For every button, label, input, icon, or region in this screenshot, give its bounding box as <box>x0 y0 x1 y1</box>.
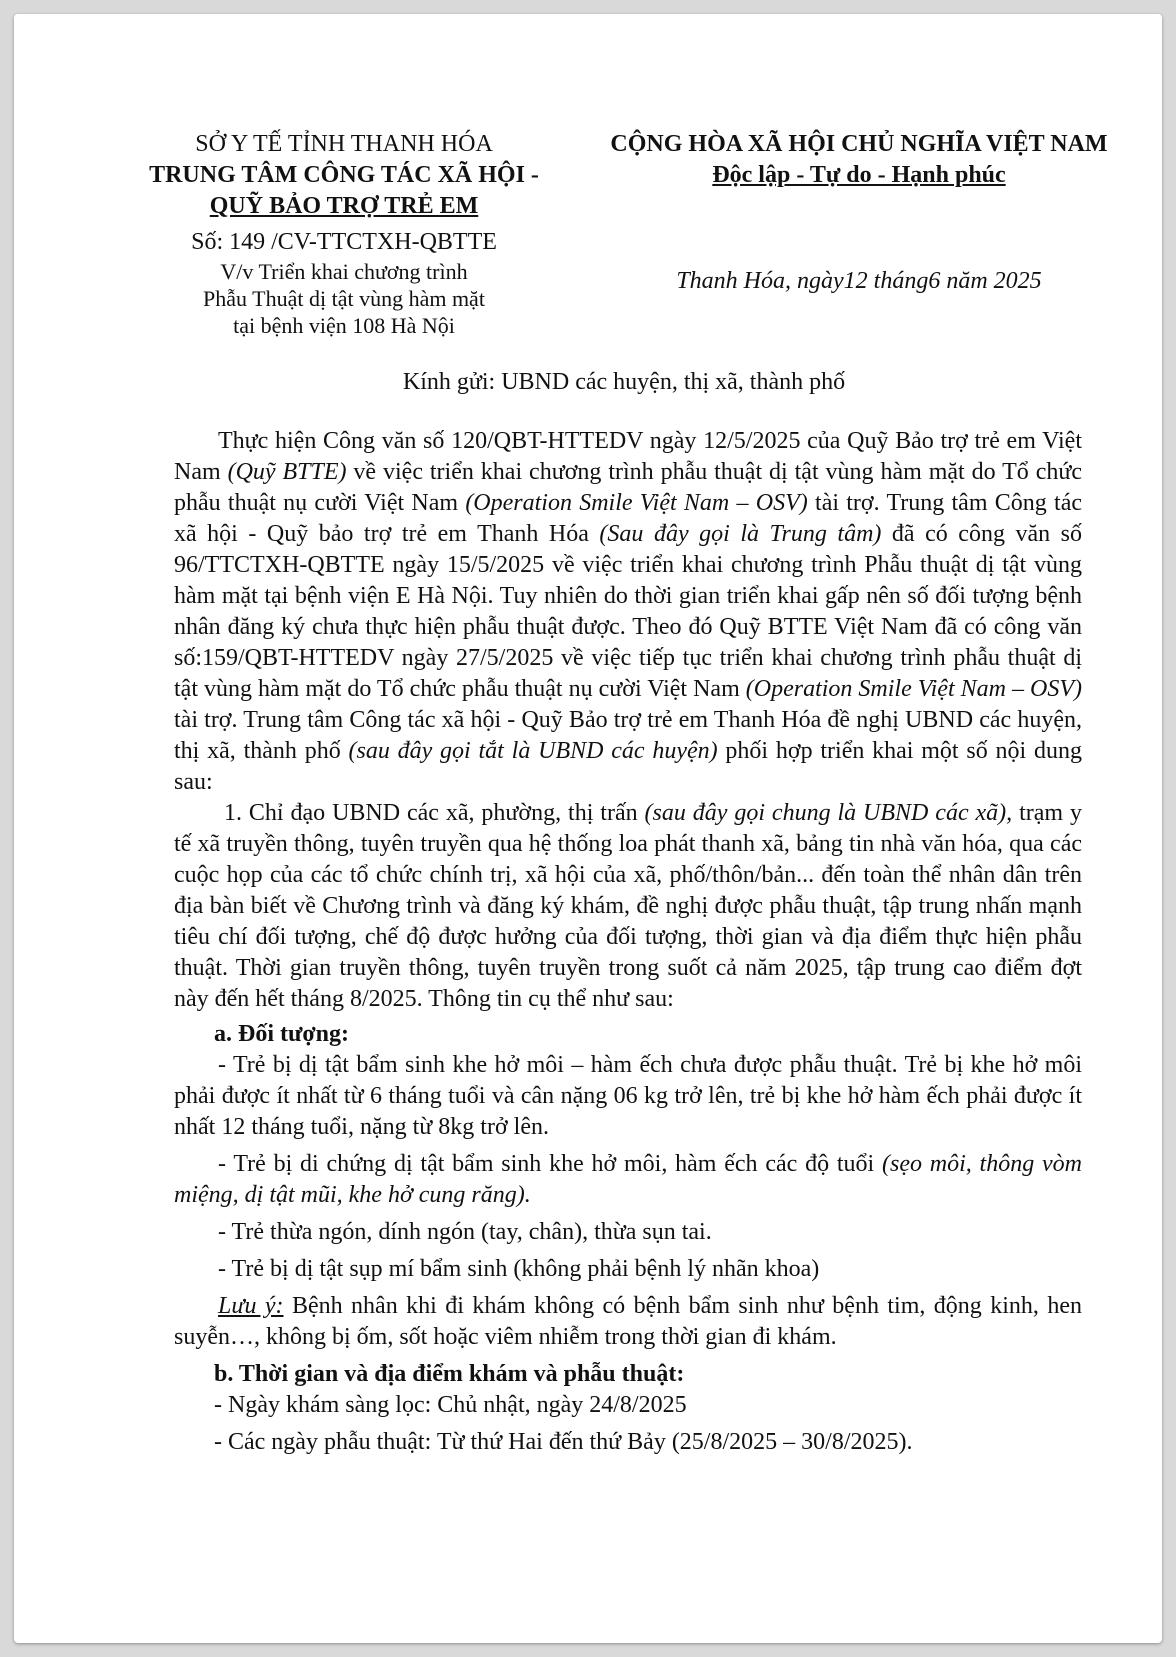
text-run: Thực hiện Công văn số 120/QBT-HTTEDV ngày 12/5/2025 của Quỹ Bảo trợ trẻ em Việt Nam <box>174 428 1082 485</box>
center-name-line2: QUỸ BẢO TRỢ TRẺ EM <box>209 193 479 219</box>
text-run: phối hợp triển khai một số nội dung sau: <box>174 738 1082 795</box>
section-a-bullet-2 <box>174 1149 1082 1211</box>
italic-run: (sau đây gọi tắt là UBND các huyện) <box>348 738 718 764</box>
department-name: SỞ Y TẾ TỈNH THANH HÓA <box>195 131 493 157</box>
national-header <box>594 129 1124 191</box>
document-page <box>14 14 1162 1643</box>
italic-run: (Quỹ BTTE) <box>227 459 347 485</box>
intro-paragraph <box>174 426 1082 798</box>
place-date: Thanh Hóa, ngày12 tháng6 năm 2025 <box>676 268 1042 294</box>
document-number: Số: 149 /CV-TTCTXH-QBTTE <box>191 229 497 255</box>
subject-line: V/v Triển khai chương trình <box>220 259 468 284</box>
italic-run: (Operation Smile Việt Nam – OSV) <box>745 676 1082 702</box>
note-label: Lưu ý: <box>218 1293 284 1319</box>
text-run: về việc triển khai chương trình phẫu thuật dị tật vùng hàm mặt do Tổ chức phẫu thuật nụ cười Việt Nam <box>174 459 1083 516</box>
text-run: tài trợ. Trung tâm Công tác xã hội - Quỹ Bảo trợ trẻ em Thanh Hóa đề nghị UBND các huyện, thị xã, thành phố <box>174 707 1082 764</box>
italic-run: (Sau đây gọi là Trung tâm) <box>599 521 882 547</box>
italic-run: (sau đây gọi chung là UBND các xã), <box>644 800 1013 826</box>
italic-run: (Operation Smile Việt Nam – OSV) <box>465 490 808 516</box>
section-a-heading: a. Đối tượng: <box>214 1021 350 1047</box>
text-run: trạm y tế xã truyền thông, tuyên truyền qua hệ thống loa phát thanh xã, bảng tin nhà văn hóa, qua các cuộc họp của các tổ chức chính trị, xã hội của xã, phố/thôn/bản... đến toàn thể nhân dân trên địa bàn biết về Chương trình và đăng ký khám, đề nghị được phẫu thuật, tập trung nhấn mạnh tiêu chí đối tượng, chế độ được hưởng của đối tượng, thời gian và địa điểm thực hiện phẫu thuật. Thời gian truyền thông, tuyên truyền trong suốt cả năm 2025, tập trung cao điểm đợt này đến hết tháng 8/2025. Thông tin cụ thể như sau: <box>174 800 1082 1012</box>
issuer-block <box>134 129 554 339</box>
recipient-line: Kính gửi: UBND các huyện, thị xã, thành phố <box>402 369 846 395</box>
section-a-bullet-3: - Trẻ thừa ngón, dính ngón (tay, chân), thừa sụn tai. <box>218 1219 712 1245</box>
section-b-bullet-1: - Ngày khám sàng lọc: Chủ nhật, ngày 24/8/2025 <box>214 1392 687 1418</box>
section-b-heading: b. Thời gian và địa điểm khám và phẫu thuật: <box>214 1361 685 1387</box>
text-run: tài trợ. Trung tâm Công tác xã hội - Quỹ bảo trợ trẻ em Thanh Hóa <box>174 490 1082 547</box>
section-b-bullet-2: - Các ngày phẫu thuật: Từ thứ Hai đến thứ Bảy (25/8/2025 – 30/8/2025). <box>214 1429 913 1455</box>
text-run: 1. Chỉ đạo UBND các xã, phường, thị trấn <box>224 800 645 826</box>
subject-block <box>134 258 554 339</box>
note-text: Bệnh nhân khi đi khám không có bệnh bẩm sinh như bệnh tim, động kinh, hen suyễn…, không bị ốm, sốt hoặc viêm nhiễm trong thời gian đi khám. <box>174 1293 1082 1350</box>
text-run: - Trẻ bị di chứng dị tật bẩm sinh khe hở môi, hàm ếch các độ tuổi <box>218 1151 882 1177</box>
national-motto: Độc lập - Tự do - Hạnh phúc <box>712 162 1006 188</box>
item-1-paragraph <box>174 798 1082 1015</box>
subject-line: Phẫu Thuật dị tật vùng hàm mặt <box>203 286 485 311</box>
note-paragraph <box>174 1291 1082 1353</box>
italic-run: (sẹo môi, thông vòm miệng, dị tật mũi, khe hở cung răng). <box>174 1151 1082 1208</box>
subject-line: tại bệnh viện 108 Hà Nội <box>233 313 455 338</box>
section-a-bullet-4: - Trẻ bị dị tật sụp mí bẩm sinh (không phải bệnh lý nhãn khoa) <box>218 1256 820 1282</box>
center-name-line1: TRUNG TÂM CÔNG TÁC XÃ HỘI - <box>149 162 539 188</box>
section-a-bullet-1: - Trẻ bị dị tật bẩm sinh khe hở môi – hàm ếch chưa được phẫu thuật. Trẻ bị khe hở môi phải được ít nhất từ 6 tháng tuổi và cân nặng 06 kg trở lên, trẻ bị khe hở hàm ếch phải được ít nhất 12 tháng tuổi, nặng từ 8kg trở lên. <box>174 1052 1082 1140</box>
text-run: đã có công văn số 96/TTCTXH-QBTTE ngày 15/5/2025 về việc triển khai chương trình Phẫu thuật dị tật vùng hàm mặt tại bệnh viện E Hà Nội. Tuy nhiên do thời gian triển khai gấp nên số đối tượng bệnh nhân đăng ký chưa thực hiện phẫu thuật được. Theo đó Quỹ BTTE Việt Nam đã có công văn số:159/QBT-HTTEDV ngày 27/5/2025 về việc tiếp tục triển khai chương trình phẫu thuật dị tật vùng hàm mặt do Tổ chức phẫu thuật nụ cười Việt Nam <box>174 521 1082 702</box>
document-body <box>174 426 1082 1458</box>
nation-title: CỘNG HÒA XÃ HỘI CHỦ NGHĨA VIỆT NAM <box>610 131 1108 157</box>
